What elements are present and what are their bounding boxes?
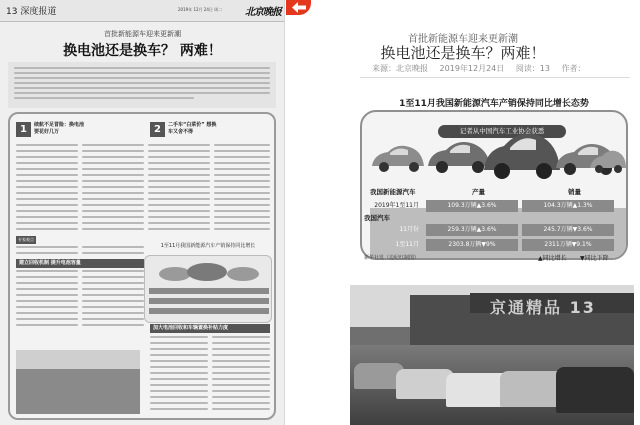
newspaper-photo bbox=[16, 350, 140, 414]
dealership-photo bbox=[350, 285, 634, 425]
article-kicker: 首批新能源车迎来更新潮 bbox=[408, 34, 518, 45]
row-sales: 2311万辆▼9.1% bbox=[522, 239, 614, 251]
article-views: 阅读：13 bbox=[515, 64, 550, 73]
infographic-header-production: 产量 bbox=[472, 188, 485, 196]
newspaper-headline: 换电池还是换车？ 两难！ bbox=[63, 43, 222, 59]
newspaper-kicker: 首批新能源车迎来更新潮 bbox=[104, 30, 181, 38]
mini-car-illustration bbox=[145, 256, 273, 324]
infographic-frame bbox=[360, 110, 628, 260]
row-label: 2019年1至11月 bbox=[374, 202, 419, 209]
back-button[interactable] bbox=[286, 0, 311, 15]
newspaper-chart-title: 1至11月我国新能源汽车产销保持同比增长 bbox=[148, 242, 268, 249]
article-author: 作者： bbox=[561, 64, 586, 73]
car-illustration-small-left bbox=[368, 140, 428, 174]
newspaper-header-bar bbox=[0, 0, 285, 22]
newspaper-mini-infographic bbox=[144, 255, 272, 323]
row-sales: 104.3万辆▲1.3% bbox=[522, 200, 614, 212]
photo-sign-text: 京通精品 13 bbox=[490, 298, 596, 317]
article-source: 来源：北京晚报 bbox=[372, 64, 428, 73]
table-row bbox=[364, 224, 616, 236]
infographic-source: 新华社发（边纪红制图） bbox=[364, 255, 420, 261]
row-label: 1至11月 bbox=[395, 241, 419, 248]
legend-decrease: ▼同比下降 bbox=[580, 255, 609, 262]
meta-divider bbox=[360, 77, 630, 78]
back-arrow-icon bbox=[292, 2, 306, 13]
section-number-1: 1 bbox=[16, 122, 31, 137]
newspaper-bottom-heading-2: 加大电池回收和车辆置换补贴力度 bbox=[150, 324, 270, 333]
newspaper-page-label: 13 深度报道 bbox=[6, 7, 57, 17]
article-date: 2019年12月24日 bbox=[439, 64, 505, 73]
newspaper-bottom-heading-1: 建立回收机制 提升电池容量 bbox=[16, 259, 144, 268]
infographic-header-nev: 我国新能源汽车 bbox=[370, 188, 416, 196]
table-row bbox=[364, 239, 616, 251]
article-title: 换电池还是换车？两难！ bbox=[380, 44, 546, 62]
section-heading-1: 续航不足冒险：换电池要花好几万 bbox=[34, 122, 85, 135]
row-sales: 245.7万辆▼3.6% bbox=[522, 224, 614, 236]
infographic-section-auto: 我国汽车 bbox=[364, 214, 390, 222]
sales-infographic bbox=[354, 90, 634, 270]
newspaper-lede bbox=[8, 62, 276, 108]
section-heading-2: 二手车“白菜价” 想换车又舍不得 bbox=[168, 122, 217, 135]
newspaper-masthead: 北京晚报 bbox=[245, 7, 281, 18]
row-production: 109.3万辆▲3.6% bbox=[426, 200, 518, 212]
table-row bbox=[364, 200, 616, 212]
newspaper-side-label-1: 专家观点 bbox=[18, 237, 34, 242]
legend-increase: ▲同比增长 bbox=[538, 255, 567, 262]
infographic-ribbon: 记者从中国汽车工业协会获悉 bbox=[438, 125, 566, 138]
newspaper-date: 2019年 12月 24日 周二 bbox=[178, 7, 223, 12]
car-illustration-small-right bbox=[588, 146, 628, 174]
row-label: 11月份 bbox=[399, 226, 419, 233]
section-number-2: 2 bbox=[150, 122, 165, 137]
article-view bbox=[286, 0, 640, 425]
infographic-header-sales: 销量 bbox=[568, 188, 581, 196]
article-meta bbox=[372, 63, 595, 74]
row-production: 259.3万辆▲3.6% bbox=[426, 224, 518, 236]
row-production: 2303.8万辆▼9% bbox=[426, 239, 518, 251]
newspaper-page-thumbnail[interactable] bbox=[0, 0, 285, 425]
infographic-title: 1至11月我国新能源汽车产销保持同比增长态势 bbox=[399, 99, 589, 109]
